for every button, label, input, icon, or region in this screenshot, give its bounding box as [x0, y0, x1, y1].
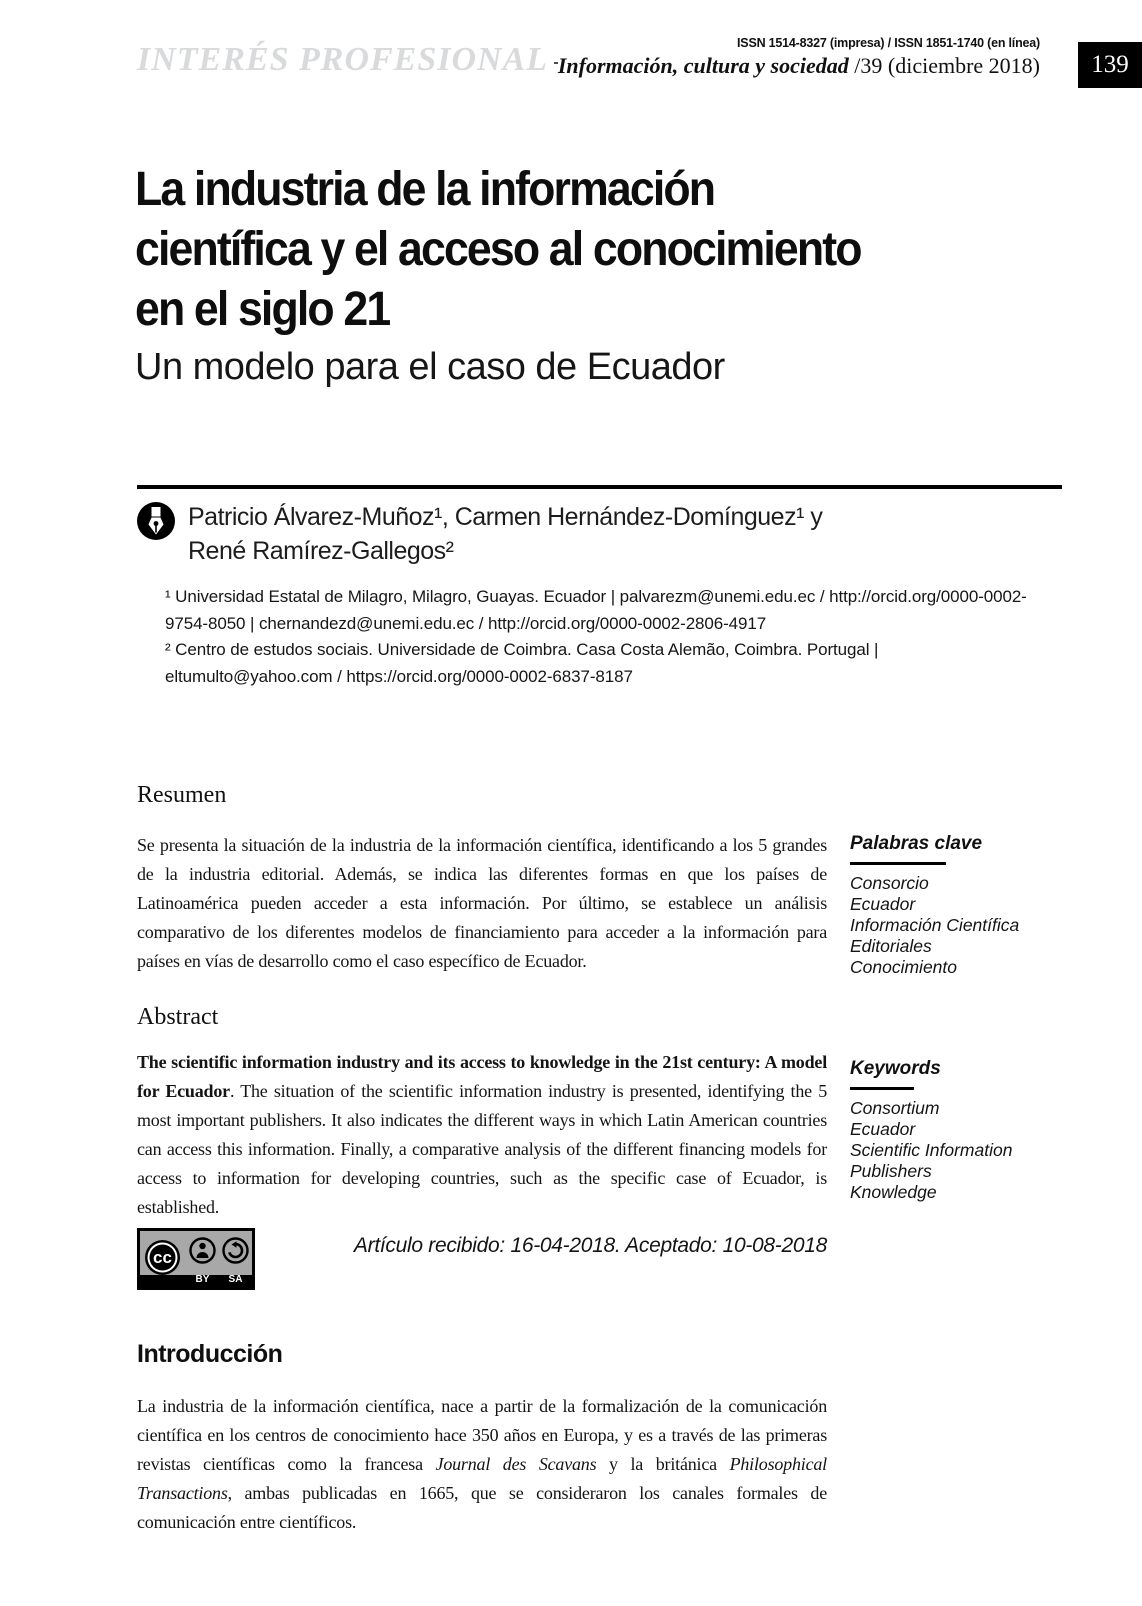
journal-issue: /39 (diciembre 2018)	[848, 53, 1040, 78]
title-block	[135, 160, 1115, 392]
issn-text: ISSN 1514-8327 (impresa) / ISSN 1851-1740 (en línea)	[737, 36, 1040, 50]
journal-title-line	[558, 52, 1040, 80]
pen-nib-icon	[137, 502, 175, 540]
keywords-item: Ecuador	[850, 1119, 916, 1139]
journal-info	[558, 36, 1040, 80]
introduction-heading: Introducción	[137, 1340, 283, 1368]
keywords-item: Consortium	[850, 1098, 940, 1118]
abstract-text: The scientific information industry and its access to knowledge in the 21st century: A model for Ecuador. The situation of the scientific information industry is presented, identifying the 5 most important publishers. It also indicates the different ways in which Latin American countries can access this information. Finally, a comparative analysis of the different financing models for access to information for developing countries, such as the specific case of Ecuador, is established.	[137, 1052, 827, 1217]
author-names-line: René Ramírez-Gallegos²	[188, 537, 454, 565]
affiliation-entry: ² Centro de estudos sociais. Universidade de Coimbra. Casa Costa Alemão, Coimbra. Portugal | eltumulto@yahoo.com / https://orcid.org/0000-0002-6837-8187	[165, 640, 879, 686]
journal-name: Información, cultura y sociedad	[557, 53, 849, 78]
attribution-person-icon	[189, 1237, 216, 1264]
palabras-clave-item: Editoriales	[850, 936, 932, 956]
page-header	[137, 36, 1040, 82]
palabras-clave-sidebar	[850, 833, 1020, 978]
keywords-heading: Keywords	[850, 1058, 941, 1079]
section-title: INTERÉS PROFESIONAL	[137, 41, 549, 78]
share-alike-arrow-icon	[222, 1237, 249, 1264]
abstract-heading: Abstract	[137, 1004, 219, 1030]
cc-icon: cc	[145, 1240, 180, 1275]
by-label: BY	[195, 1274, 210, 1285]
palabras-clave-rule	[850, 862, 946, 865]
page-number: 139	[1091, 51, 1129, 78]
affiliation-entry: ¹ Universidad Estatal de Milagro, Milagro, Guayas. Ecuador | palvarezm@unemi.edu.ec / http://orcid.org/0000-0002-9754-8050 | chernandezd@unemi.edu.ec / http://orcid.org/0000-0002-2806-4917	[165, 587, 1027, 633]
palabras-clave-item: Conocimiento	[850, 957, 957, 977]
received-date-line: Artículo recibido: 16-04-2018. Aceptado: 10-08-2018	[353, 1234, 827, 1257]
palabras-clave-item: Ecuador	[850, 894, 916, 914]
title-line: científica y el acceso al conocimiento	[135, 223, 861, 276]
introduction-text: La industria de la información científica, nace a partir de la formalización de la comunicación científica en los centros de conocimiento hace 350 años en Europa, y es a través de las primeras revistas científicas como la francesa Journal des Scavans y la británica Philosophical Transactions, ambas publicadas en 1665, que se consideraron los canales formales de comunicación entre científicos.	[137, 1396, 827, 1532]
authors-divider-rule	[137, 485, 1062, 489]
affiliations	[165, 584, 1043, 690]
cc-license-badge	[137, 1228, 255, 1290]
resumen-heading: Resumen	[137, 782, 227, 808]
author-names	[188, 500, 822, 568]
keywords-item: Scientific Information	[850, 1140, 1013, 1160]
page-number-badge	[1078, 42, 1142, 88]
keywords-rule	[850, 1087, 914, 1090]
palabras-clave-heading: Palabras clave	[850, 833, 983, 854]
palabras-clave-item: Consorcio	[850, 873, 929, 893]
authors-row	[137, 500, 1037, 568]
author-names-line: Patricio Álvarez-Muñoz¹, Carmen Hernández-Domínguez¹ y	[188, 503, 823, 531]
sa-label: SA	[228, 1274, 243, 1285]
palabras-clave-item: Información Científica	[850, 915, 1020, 935]
article-title	[135, 160, 1046, 340]
title-line: en el siglo 21	[135, 283, 390, 336]
keywords-item: Knowledge	[850, 1182, 937, 1202]
title-line: La industria de la información	[135, 163, 715, 216]
keywords-item: Publishers	[850, 1161, 932, 1181]
article-subtitle: Un modelo para el caso de Ecuador	[135, 346, 725, 388]
resumen-text: Se presenta la situación de la industria de la información científica, identificando a los 5 grandes de la industria editorial. Además, se indica las diferentes formas en que los países de Latinoamérica pueden acceder a esta información. Por último, se establece un análisis comparativo de los diferentes modelos de financiamiento para acceder a la información para países en vías de desarrollo como el caso específico de Ecuador.	[137, 835, 827, 971]
keywords-sidebar	[850, 1058, 1020, 1203]
